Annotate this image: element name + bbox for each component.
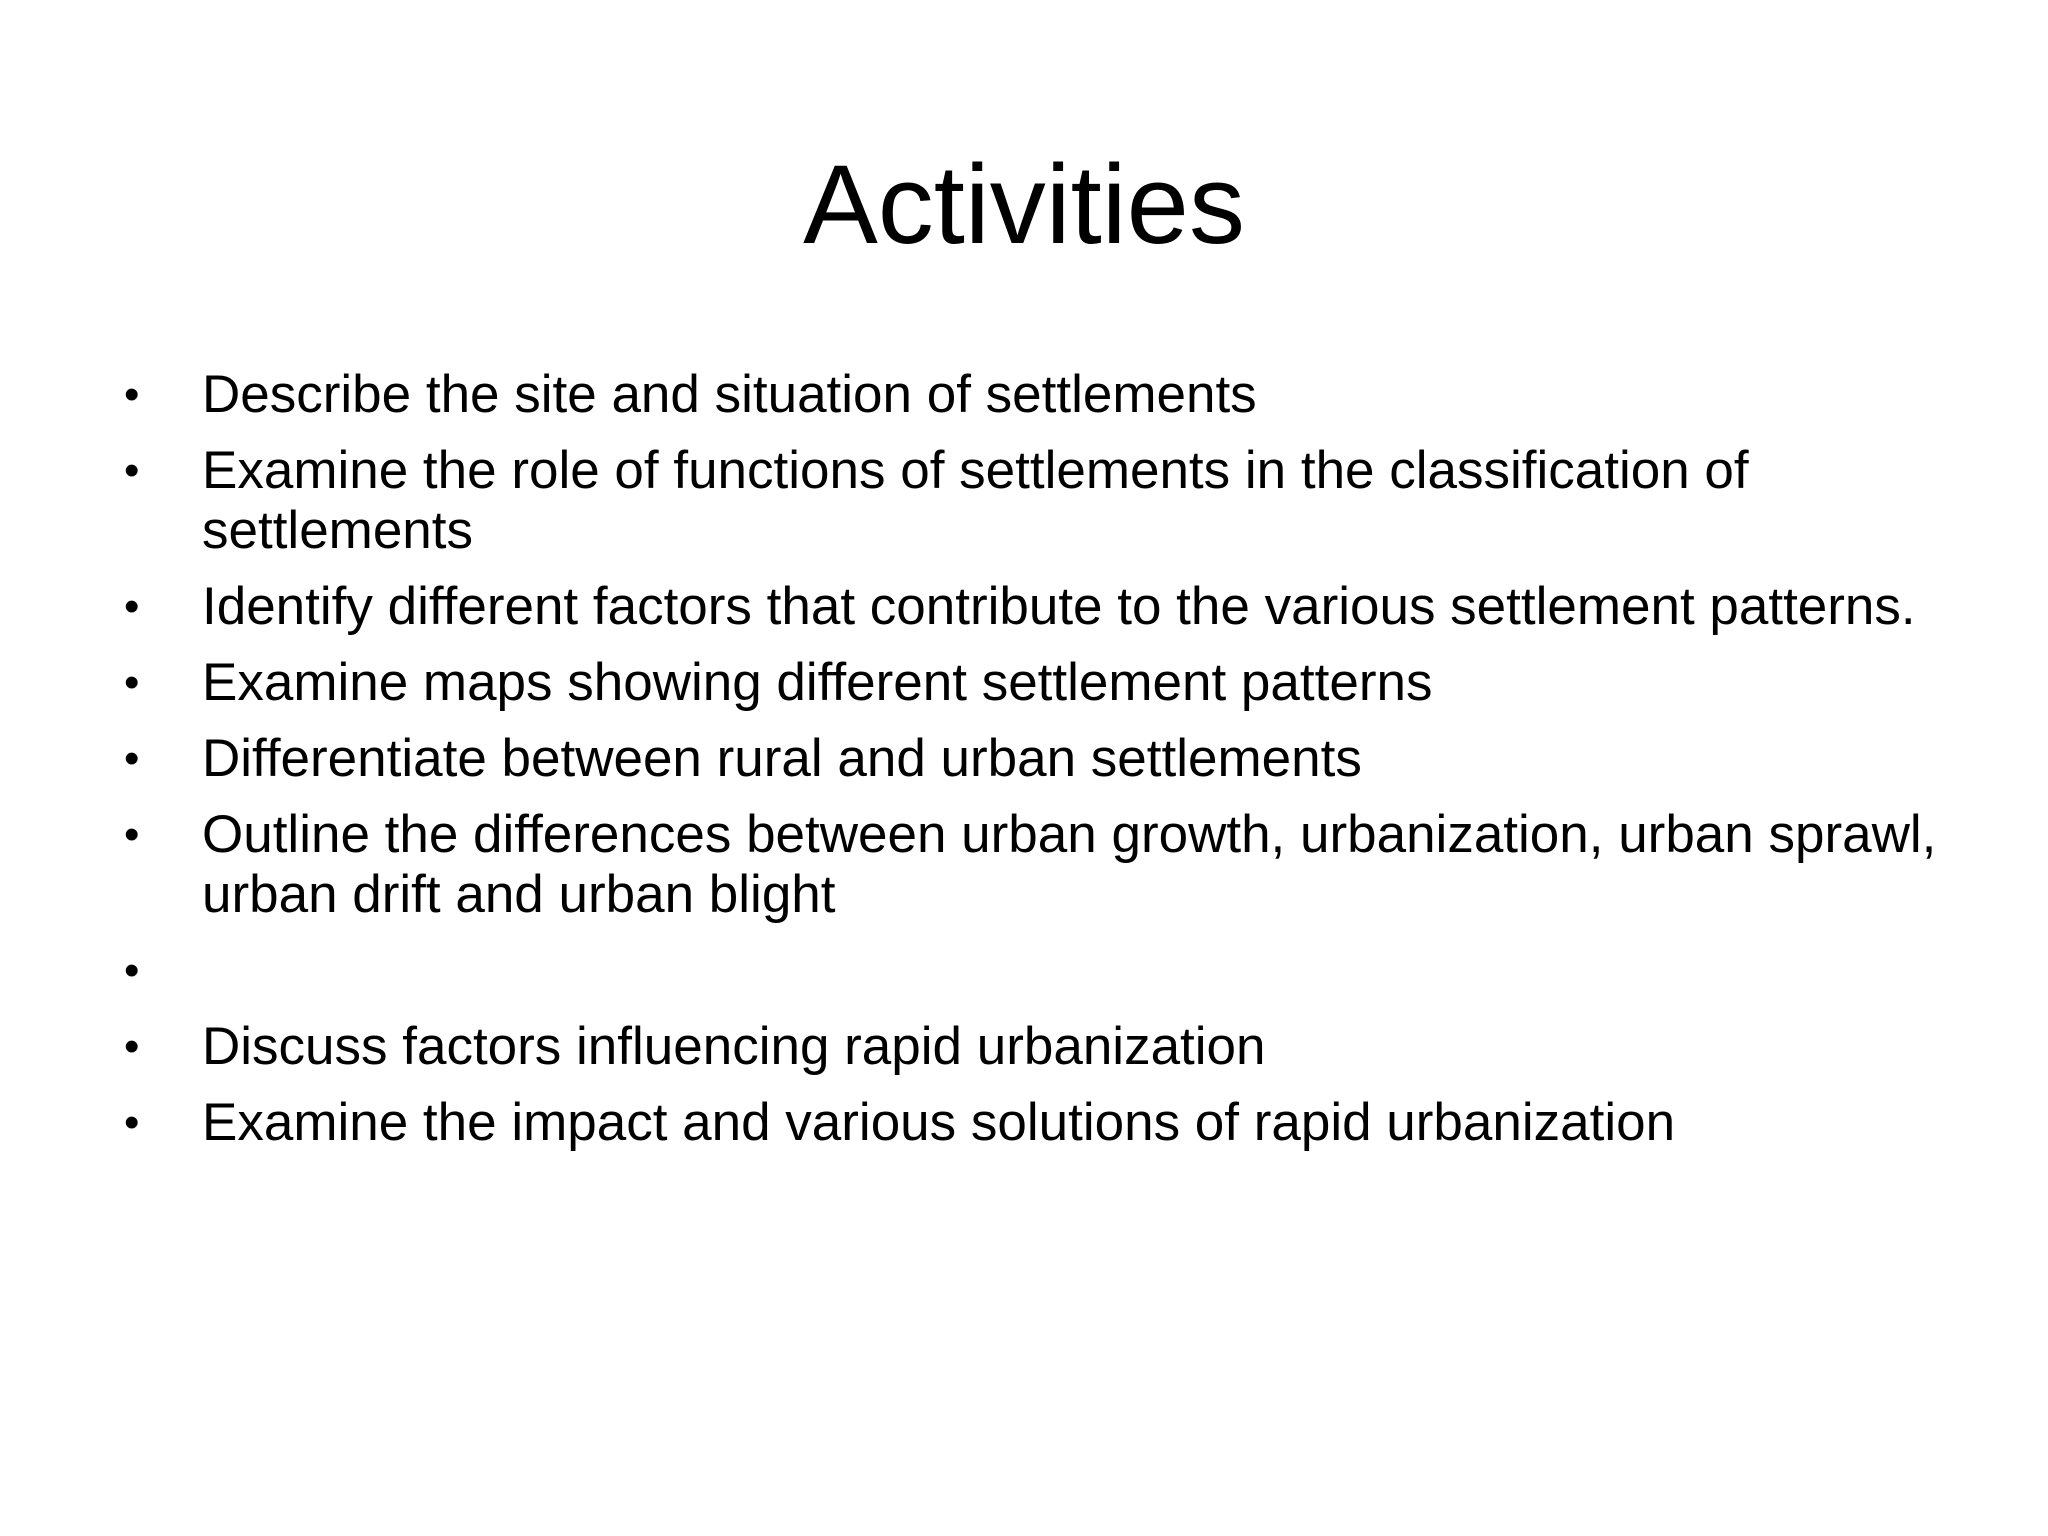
bullet-text: Outline the differences between urban growth, urbanization, urban sprawl, urban drift and urban blight xyxy=(202,805,1937,924)
bullet-icon: • xyxy=(124,1098,140,1147)
list-item xyxy=(120,1093,1950,1153)
bullet-icon: • xyxy=(124,1022,140,1071)
list-item xyxy=(120,1017,1950,1077)
bullet-icon: • xyxy=(124,446,140,495)
bullet-icon: • xyxy=(124,810,140,859)
bullet-text: Discuss factors influencing rapid urbanization xyxy=(202,1017,1266,1076)
bullet-list xyxy=(120,365,1950,1169)
list-item xyxy=(120,441,1950,561)
bullet-text: Examine the role of functions of settlements in the classification of settlements xyxy=(202,441,1749,560)
bullet-text: Identify different factors that contribute to the various settlement patterns. xyxy=(202,577,1916,636)
bullet-text xyxy=(202,941,1950,1001)
list-item xyxy=(120,365,1950,425)
bullet-text: Differentiate between rural and urban settlements xyxy=(202,729,1362,788)
slide-title: Activities xyxy=(803,142,1245,267)
list-item xyxy=(120,941,1950,1001)
bullet-icon: • xyxy=(124,582,140,631)
list-item xyxy=(120,577,1950,637)
bullet-icon: • xyxy=(124,370,140,419)
bullet-text: Examine maps showing different settlement patterns xyxy=(202,653,1433,712)
bullet-text: Examine the impact and various solutions of rapid urbanization xyxy=(202,1093,1676,1152)
bullet-icon: • xyxy=(124,946,140,995)
list-item xyxy=(120,653,1950,713)
bullet-icon: • xyxy=(124,734,140,783)
list-item xyxy=(120,805,1950,925)
bullet-icon: • xyxy=(124,658,140,707)
bullet-text: Describe the site and situation of settlements xyxy=(202,365,1257,424)
list-item xyxy=(120,729,1950,789)
